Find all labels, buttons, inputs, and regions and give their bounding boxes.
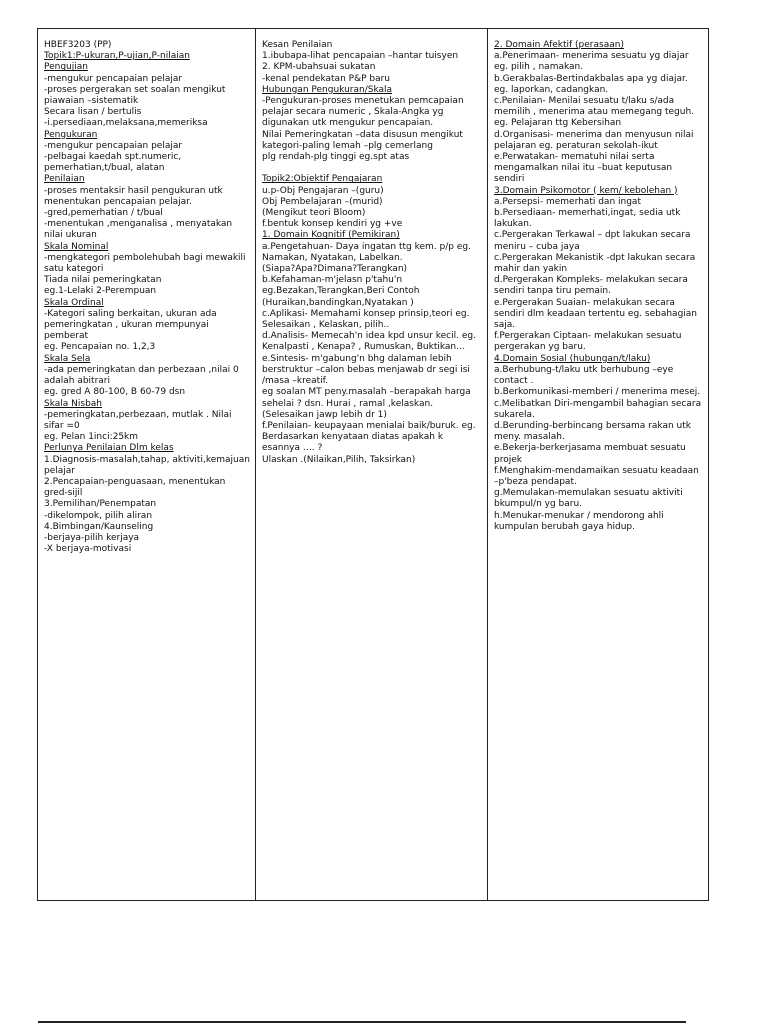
section-heading: 2. Domain Afektif (perasaan)	[494, 40, 624, 50]
section-heading: Topik2:Objektif Pengajaran	[262, 174, 383, 185]
text-line: a.Pengetahuan- Daya ingatan ttg kem. p/p eg. Namakan, Nyatakan, Labelkan.	[262, 241, 471, 263]
text-line: a.Penerimaan- menerima sesuatu yg diajar eg. pilih , namakan.	[494, 51, 689, 73]
text-line: meny. masalah.	[494, 432, 565, 443]
text-line: u.p-Obj Pengajaran –(guru)	[262, 185, 384, 196]
text-line: eg. laporkan, cadangkan.	[494, 84, 609, 95]
section-heading: Skala Ordinal	[44, 297, 104, 308]
text-line	[262, 163, 483, 174]
section-heading: Skala Sela	[44, 353, 91, 364]
text-line: eg. Pelan 1inci:25km	[44, 432, 139, 443]
text-line: c.Aplikasi- Memahami konsep prinsip,teori eg. Selesaikan , Kelaskan, pilih..	[262, 308, 470, 331]
text-line: meniru – cuba jaya	[494, 241, 580, 252]
text-line: plg rendah-plg tinggi eg.spt atas	[262, 152, 410, 163]
text-line: Obj Pembelajaran –(murid)	[262, 196, 383, 207]
text-line: f.bentuk konsep kendiri yg +ve	[262, 219, 403, 230]
text-line: -dikelompok, pilih aliran	[44, 510, 153, 521]
text-line: Nilai Pemeringkatan –data disusun mengikut kategori-paling lemah –plg cemerlang	[262, 129, 463, 151]
text-line: 4.Bimbingan/Kaunseling	[44, 521, 154, 532]
bottom-rule	[38, 1021, 686, 1023]
text-line: g.Memulakan-memulakan sesuatu aktiviti bkumpul/n yg baru.	[494, 488, 683, 510]
text-line: a.Berhubung-t/laku utk berhubung –eye contact .	[494, 364, 674, 387]
notes-row	[38, 29, 709, 901]
text-line: mahir dan yakin	[494, 264, 568, 275]
text-line: 2.Pencapaian-penguasaan, menentukan gred-sijil	[44, 476, 226, 499]
text-line: -proses pergerakan set soalan mengikut piawaian –sistematik	[44, 84, 226, 107]
text-line: Tiada nilai pemeringkatan	[44, 275, 162, 286]
text-line: saja.	[494, 320, 516, 331]
text-line: -X berjaya-motivasi	[44, 544, 132, 555]
text-line: -mengkategori pembolehubah bagi mewakili satu kategori	[44, 252, 246, 275]
text-line: eg. Pelajaran ttg Kebersihan	[494, 118, 622, 129]
text-line: (Mengikut teori Bloom)	[262, 208, 366, 219]
section-heading: Pengukuran	[44, 129, 98, 140]
text-line: d.Berunding-berbincang bersama rakan utk	[494, 420, 691, 431]
text-line: (Siapa?Apa?Dimana?Terangkan)	[262, 264, 408, 275]
text-line: Kesan Penilaian	[262, 40, 333, 50]
text-line: -i.persediaan,melaksana,memeriksa	[44, 118, 208, 129]
text-line: Secara lisan / bertulis	[44, 107, 142, 118]
text-line: eg.Bezakan,Terangkan,Beri Contoh	[262, 286, 420, 297]
text-line: HBEF3203 (PP)	[44, 40, 112, 50]
text-line: e.Pergerakan Suaian- melakukan secara sendiri dlm keadaan tertentu eg. sebahagian	[494, 297, 698, 319]
text-line: -menentukan ,menganalisa , menyatakan nilai ukuran	[44, 219, 233, 241]
column-left	[38, 29, 256, 901]
section-heading: Perlunya Penilaian Dlm kelas	[44, 443, 174, 454]
text-line: b.Persediaan- memerhati,ingat, sedia utk lakukan.	[494, 208, 681, 230]
text-line: (Huraikan,bandingkan,Nyatakan )	[262, 297, 414, 308]
text-line: eg.1-Lelaki 2-Perempuan	[44, 286, 157, 297]
text-line: 2. KPM-ubahsuai sukatan	[262, 62, 376, 73]
text-line: pelajaran eg. peraturan sekolah-ikut	[494, 140, 658, 151]
text-line: a.Persepsi- memerhati dan ingat	[494, 196, 641, 207]
text-line: -pelbagai kaedah spt.numeric, pemerhatian,t/bual, alatan	[44, 152, 182, 174]
text-line: eg. gred A 80-100, B 60-79 dsn	[44, 387, 186, 398]
text-line: f.Penilaian- keupayaan menialai baik/buruk. eg. Berdasarkan kenyataan diatas apakah k esannya …. ?	[262, 420, 476, 454]
text-line: 1.Diagnosis-masalah,tahap, aktiviti,kemajuan pelajar	[44, 454, 250, 476]
text-line: 3.Pemilihan/Penempatan	[44, 499, 157, 510]
text-line: -pemeringkatan,perbezaan, mutlak . Nilai sifar =0	[44, 409, 232, 431]
text-line: b.Kefahaman-m'jelasn p'tahu'n	[262, 275, 403, 286]
column-middle	[256, 29, 488, 901]
text-line: eg soalan MT peny.masalah –berapakah harga sehelai ? dsn. Hurai , ramal ,kelaskan.	[262, 387, 471, 409]
text-line: d.Organisasi- menerima dan menyusun nilai	[494, 129, 694, 140]
text-line: f.Menghakim-mendamaikan sesuatu keadaan –p'beza pendapat.	[494, 465, 699, 487]
text-line: 1.ibubapa-lihat pencapaian –hantar tuisyen	[262, 51, 459, 62]
text-line: e.Bekerja-berkerjasama membuat sesuatu projek	[494, 443, 686, 465]
text-line: -mengukur pencapaian pelajar	[44, 140, 183, 151]
section-heading: 4.Domain Sosial (hubungan/t/laku)	[494, 353, 651, 364]
text-line: e.Sintesis- m'gabung'n bhg dalaman lebih berstruktur –calon bebas menjawab dr segi isi /masa –kreatif.	[262, 353, 470, 387]
text-line: Ulaskan .(Nilaikan,Pilih, Taksirkan)	[262, 454, 416, 465]
text-line: -kenal pendekatan P&P baru	[262, 73, 391, 84]
text-line: -Kategori saling berkaitan, ukuran ada pemeringkatan , ukuran mempunyai pemberat	[44, 308, 217, 342]
section-heading: 1. Domain Kognitif (Pemikiran)	[262, 230, 400, 241]
text-line: -Pengukuran-proses menetukan pemcapaian pelajar secara numeric , Skala-Angka yg digunakan utk mengukur pencapaian.	[262, 96, 464, 129]
text-line: d.Pergerakan Kompleks- melakukan secara	[494, 275, 688, 286]
text-line: e.Perwatakan- mematuhi nilai serta mengamalkan nilai itu –buat keputusan sendiri	[494, 152, 673, 185]
text-line: b.Berkomunikasi-memberi / menerima mesej.	[494, 387, 701, 398]
text-line: (Selesaikan jawp lebih dr 1)	[262, 409, 387, 420]
section-heading: Pengujian	[44, 62, 88, 73]
section-heading: Skala Nominal	[44, 241, 109, 252]
column-right	[488, 29, 709, 901]
text-line: h.Menukar-menukar / mendorong ahli kumpulan berubah gaya hidup.	[494, 510, 664, 532]
text-line: eg. Pencapaian no. 1,2,3	[44, 342, 156, 353]
notes-table	[37, 28, 709, 901]
text-line: -proses mentaksir hasil pengukuran utk menentukan pencapaian pelajar.	[44, 185, 223, 207]
text-line: -gred,pemerhatian / t/bual	[44, 208, 163, 219]
text-line: c.Pergerakan Terkawal – dpt lakukan secara	[494, 230, 691, 241]
text-line: -ada pemeringkatan dan perbezaan ,nilai 0 adalah abitrari	[44, 364, 239, 387]
section-heading: Topik1:P-ukuran,P-ujian,P-nilaian	[44, 51, 190, 62]
section-heading: Penilaian	[44, 174, 85, 185]
text-line: b.Gerakbalas-Bertindakbalas apa yg diajar.	[494, 73, 688, 84]
section-heading: 3.Domain Psikomotor ( kem/ kebolehan )	[494, 185, 678, 196]
text-line: f.Pergerakan Ciptaan- melakukan sesuatu pergerakan yg baru.	[494, 331, 682, 353]
section-heading: Skala Nisbah	[44, 398, 103, 409]
text-line: c.Melibatkan Diri-mengambil bahagian secara sukarela.	[494, 398, 702, 420]
text-line: -mengukur pencapaian pelajar	[44, 73, 183, 84]
text-line: c.Pergerakan Mekanistik -dpt lakukan secara	[494, 252, 696, 263]
text-line: c.Penilaian- Menilai sesuatu t/laku s/ada memilih , menerima atau memegang teguh.	[494, 96, 695, 118]
text-line: d.Analisis- Memecah'n idea kpd unsur kecil. eg. Kenalpasti , Kenapa? , Rumuskan, Buktikan…	[262, 331, 476, 353]
section-heading: Hubungan Pengukuran/Skala	[262, 84, 393, 95]
text-line: -berjaya-pilih kerjaya	[44, 532, 140, 543]
text-line: sendiri tanpa tiru pemain.	[494, 286, 611, 297]
